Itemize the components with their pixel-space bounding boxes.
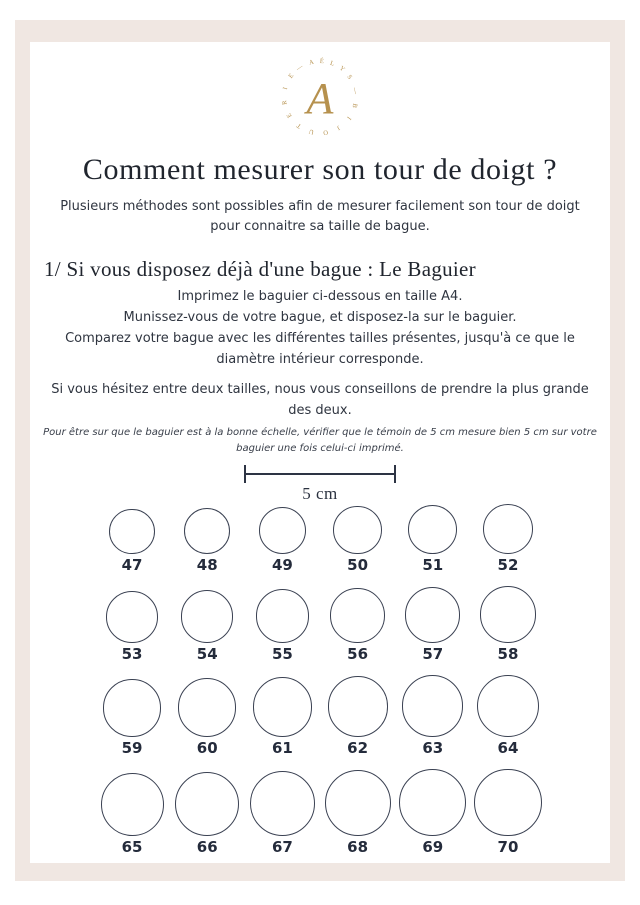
logo-ring-letter: Y [337, 64, 346, 74]
logo-ring-letter: B [350, 102, 359, 109]
sizer-cell [170, 508, 245, 577]
sizer-cell [470, 504, 545, 576]
ring-circle [480, 586, 536, 642]
sizer-cell [395, 587, 470, 664]
size-label: 57 [422, 644, 444, 663]
size-label: 55 [271, 644, 293, 663]
size-label: 54 [196, 644, 218, 663]
sizer-cell [470, 586, 545, 664]
size-label: 63 [422, 738, 444, 757]
size-label: 53 [121, 644, 143, 663]
scale-bar-icon [244, 465, 396, 483]
sizer-cell [320, 588, 395, 664]
ring-circle [259, 507, 307, 555]
size-label: 62 [347, 738, 369, 757]
sizer-cell [395, 769, 470, 858]
ring-circle [178, 678, 236, 736]
logo-ring-letter: I [345, 114, 353, 121]
sizer-row [30, 586, 610, 664]
sizer-cell [245, 589, 320, 664]
instruction-line: Comparez votre bague avec les différentes tailles présentes, jusqu'à ce que le diamètre intérieur corresponde. [65, 331, 575, 367]
page-title: Comment mesurer son tour de doigt ? [82, 153, 558, 186]
size-label: 67 [271, 838, 293, 857]
size-label: 56 [347, 644, 369, 663]
decorative-frame [15, 20, 625, 881]
ring-circle [399, 769, 466, 836]
document-page [30, 42, 610, 863]
sizer-cell [320, 506, 395, 577]
sizer-cell [320, 676, 395, 758]
sizer-cell [395, 675, 470, 758]
size-label: 47 [121, 556, 143, 575]
size-label: 50 [347, 556, 369, 575]
ring-circle [181, 590, 233, 642]
logo-monogram: A [306, 74, 334, 123]
ring-circle [106, 591, 157, 642]
ring-circle [405, 587, 460, 642]
brand-logo [268, 47, 372, 147]
logo-ring-letter: R [281, 99, 289, 106]
logo-ring-letter: I [281, 86, 290, 91]
sizer-cell [470, 769, 545, 859]
logo-ring-letter: É [319, 57, 325, 66]
size-label: 51 [422, 556, 444, 575]
sizer-cell [470, 675, 545, 759]
size-label: 52 [497, 556, 519, 575]
sizer-cell [395, 505, 470, 576]
logo-ring-letter: J [335, 123, 342, 132]
ring-circle [103, 679, 160, 736]
size-label: 69 [422, 838, 444, 857]
ring-circle [408, 505, 457, 554]
logo-ring-letter: O [322, 128, 329, 136]
ring-circle [250, 771, 315, 836]
sizer-cell [320, 770, 395, 858]
logo-ring-letter: A [308, 58, 315, 67]
size-label: 64 [497, 738, 519, 757]
advice-text: Si vous hésitez entre deux tailles, nous vous conseillons de prendre la plus grande des deux. [51, 382, 589, 418]
logo-ring-letter: S [345, 73, 354, 81]
logo-ring-letter: — [294, 63, 305, 73]
size-label: 48 [196, 556, 218, 575]
size-label: 66 [196, 838, 218, 857]
ring-circle [101, 773, 164, 836]
intro-text: Plusieurs méthodes sont possibles afin de mesurer facilement son tour de doigt pour connaitre sa taille de bague. [60, 199, 580, 234]
size-label: 68 [347, 838, 369, 857]
size-label: 58 [497, 644, 519, 663]
section-heading: 1/ Si vous disposez déjà d'une bague : Le Baguier [44, 257, 476, 281]
sizer-cell [170, 590, 245, 664]
ring-circle [333, 506, 382, 555]
sizer-cell [94, 679, 169, 758]
scale-warning-note: Pour être sur que le baguier est à la bonne échelle, vérifier que le témoin de 5 cm mesure bien 5 cm sur votre baguier une fois celui-ci imprimé. [43, 427, 597, 454]
instruction-line: Munissez-vous de votre bague, et disposez-la sur le baguier. [123, 310, 517, 325]
logo-ring-letter: E [287, 72, 296, 80]
scale-reference [30, 465, 610, 504]
size-label: 61 [271, 738, 293, 757]
scale-label: 5 cm [302, 484, 338, 503]
ring-circle [330, 588, 384, 642]
ring-circle [256, 589, 309, 642]
logo-ring-letter: — [350, 87, 359, 95]
ring-sizer [30, 504, 610, 858]
ring-circle [175, 772, 239, 836]
ring-circle [109, 509, 155, 555]
sizer-cell [170, 772, 245, 858]
logo-ring-letter: T [295, 121, 303, 130]
brand-logo-icon [268, 47, 372, 147]
ring-circle [325, 770, 391, 836]
sizer-cell [94, 509, 169, 577]
logo-ring-letter: L [329, 59, 336, 68]
ring-circle [184, 508, 231, 555]
ring-circle [253, 677, 312, 736]
size-label: 70 [497, 838, 519, 857]
ring-circle [474, 769, 542, 837]
size-label: 59 [121, 738, 143, 757]
ring-circle [402, 675, 463, 736]
size-label: 60 [196, 738, 218, 757]
instructions-block [37, 286, 603, 370]
sizer-cell [94, 591, 169, 664]
sizer-cell [245, 771, 320, 858]
size-label: 49 [271, 556, 293, 575]
sizer-cell [170, 678, 245, 758]
ring-circle [483, 504, 533, 554]
sizer-row [30, 769, 610, 859]
sizer-cell [245, 507, 320, 577]
instruction-line: Imprimez le baguier ci-dessous en taille A4. [177, 289, 463, 304]
logo-ring-letter: E [285, 111, 294, 119]
logo-ring-letter: U [308, 127, 315, 136]
ring-circle [477, 675, 539, 737]
sizer-row [30, 504, 610, 576]
size-label: 65 [121, 838, 143, 857]
sizer-cell [94, 773, 169, 858]
sizer-cell [245, 677, 320, 758]
sizer-row [30, 675, 610, 759]
ring-circle [328, 676, 388, 736]
